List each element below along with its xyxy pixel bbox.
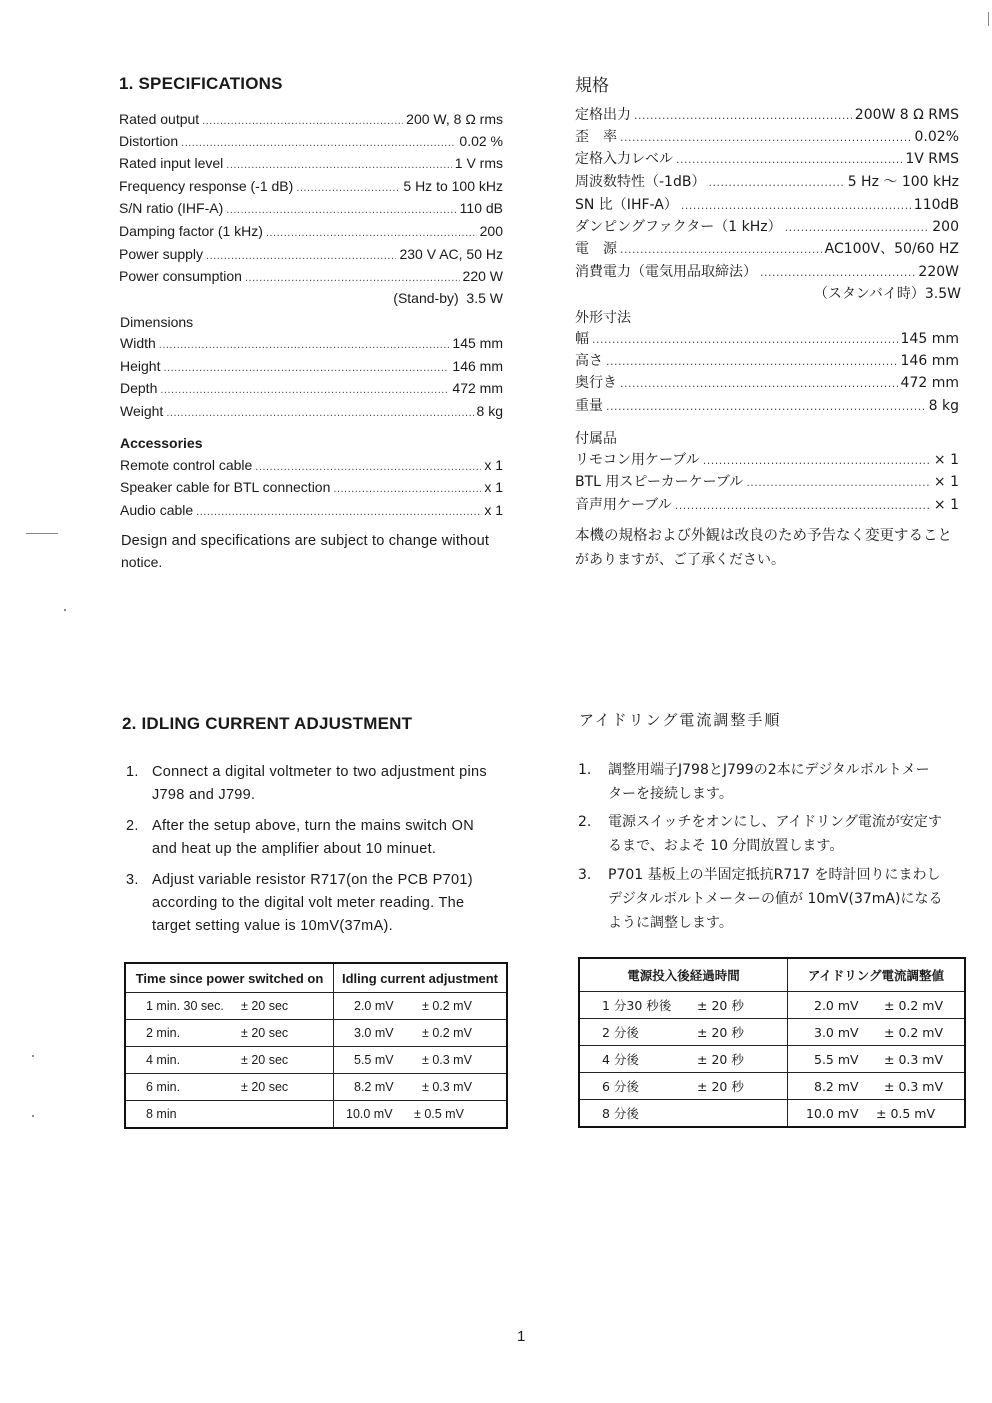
current-cell: 2.0 mV (814, 997, 859, 1013)
current-tolerance-cell: ± 0.3 mV (884, 1078, 944, 1094)
table-header-row (125, 963, 507, 993)
leader-dots (159, 336, 450, 354)
time-cell: 6 分後 (602, 1079, 639, 1094)
spec-label: Rated output (119, 111, 200, 127)
time-cell: 8 min (146, 1107, 177, 1121)
spec-label: 定格出力 (575, 107, 631, 123)
jp-dimension-row (575, 330, 959, 349)
spec-row (119, 177, 503, 197)
dimensions-heading: Dimensions (120, 314, 194, 330)
leader-dots (202, 112, 403, 130)
leader-dots (681, 197, 911, 215)
spec-label: Audio cable (120, 502, 194, 518)
current-tolerance-cell: ± 0.2 mV (884, 997, 944, 1013)
time-cell: 4 分後 (602, 1052, 639, 1067)
idling-heading: 2. IDLING CURRENT ADJUSTMENT (122, 714, 413, 733)
time-cell: 1 分30 秒後 (602, 998, 672, 1013)
step-1 (126, 761, 516, 811)
notice-line: notice. (121, 554, 163, 570)
spec-label: リモコン用ケーブル (575, 452, 700, 468)
time-cell: 2 分後 (602, 1025, 639, 1040)
step-number: 3. (126, 872, 139, 888)
leader-dots (620, 375, 898, 393)
table-row (125, 993, 507, 1020)
spec-label: Weight (120, 403, 164, 419)
table-row (125, 1074, 507, 1101)
step-number: 1. (578, 762, 592, 778)
spec-row (119, 267, 503, 287)
step-text-line: ように調整します。 (608, 915, 733, 931)
jp-accessories-heading: 付属品 (575, 431, 617, 447)
table-row (125, 1101, 507, 1129)
spec-row (119, 132, 503, 152)
spec-label: Height (120, 358, 161, 374)
table-row (579, 992, 965, 1019)
table-header-row (579, 958, 965, 992)
standby-power: (Stand-by) 3.5 W (393, 290, 503, 306)
table-row (579, 1019, 965, 1046)
spec-value: 200 (479, 223, 503, 239)
jp-idling-heading: アイドリング電流調整手順 (579, 711, 782, 729)
time-tolerance-cell: ± 20 秒 (697, 1079, 744, 1094)
leader-dots (606, 353, 898, 371)
spec-value: x 1 (484, 457, 503, 473)
jp-spec-row (575, 128, 959, 147)
current-tolerance-cell: ± 0.3 mV (884, 1051, 944, 1067)
spec-label: 高さ (575, 353, 603, 369)
step-text-line: ターを接続します。 (608, 786, 733, 802)
scan-mark-line (26, 533, 58, 534)
spec-row (119, 199, 503, 219)
leader-dots (708, 174, 844, 192)
current-tolerance-cell: ± 0.3 mV (422, 1053, 472, 1067)
spec-value: 8 kg (928, 398, 959, 414)
leader-dots (606, 398, 926, 416)
jp-step-3 (578, 863, 973, 937)
current-cell: 3.0 mV (814, 1024, 859, 1040)
leader-dots (785, 219, 930, 237)
spec-label: Speaker cable for BTL connection (120, 479, 331, 495)
table-header-time: 電源投入後経過時間 (579, 958, 788, 992)
spec-label: 重量 (575, 398, 603, 414)
table-row (125, 1047, 507, 1074)
jp-spec-row (575, 196, 959, 215)
step-text-line: target setting value is 10mV(37mA). (152, 918, 393, 934)
jp-notice-line: 本機の規格および外観は改良のため予告なく変更すること (575, 528, 952, 544)
scan-mark-tick (988, 12, 989, 26)
leader-dots (296, 179, 400, 197)
current-cell: 5.5 mV (354, 1053, 394, 1067)
leader-dots (196, 503, 481, 521)
step-number: 2. (126, 818, 139, 834)
spec-label: Remote control cable (120, 457, 253, 473)
leader-dots (255, 458, 481, 476)
jp-specifications-heading: 規格 (575, 76, 609, 96)
spec-row (119, 154, 503, 174)
spec-value: 0.02% (914, 129, 959, 145)
spec-label: Distortion (119, 133, 179, 149)
spec-value: x 1 (484, 502, 503, 518)
spec-value: AC100V、50/60 HZ (824, 241, 959, 257)
jp-idling-table (578, 957, 966, 1128)
spec-value: 220W (918, 264, 959, 280)
spec-value: 472 mm (900, 375, 959, 391)
dimension-row (120, 402, 503, 422)
spec-value: 200 (932, 219, 959, 235)
spec-label: Power supply (119, 246, 204, 262)
spec-label: 消費電力（電気用品取締法） (575, 264, 757, 280)
jp-step-2 (578, 810, 973, 860)
leader-dots (206, 247, 396, 265)
table-header-time: Time since power switched on (125, 963, 334, 993)
jp-spec-row (575, 263, 959, 282)
jp-spec-row (575, 150, 959, 169)
spec-value: 5 Hz ～ 100 kHz (847, 174, 959, 190)
jp-dimension-row (575, 352, 959, 371)
spec-value: 1 V rms (454, 155, 503, 171)
dimension-row (120, 357, 503, 377)
leader-dots (266, 224, 477, 242)
spec-label: 歪 率 (575, 129, 617, 145)
spec-label: 周波数特性（-1dB） (575, 174, 706, 190)
jp-accessory-row (575, 451, 959, 470)
step-text-line: デジタルボルトメーターの値が 10mV(37mA)になる (608, 891, 943, 907)
spec-label: SN 比（IHF-A） (575, 197, 678, 213)
jp-accessory-row (575, 473, 959, 492)
spec-label: S/N ratio (IHF-A) (119, 200, 224, 216)
jp-accessory-row (575, 496, 959, 515)
scan-mark-dot (64, 609, 66, 611)
leader-dots (592, 331, 898, 349)
step-text-line: according to the digital volt meter reading. The (152, 895, 465, 911)
current-cell: 8.2 mV (814, 1078, 859, 1094)
step-text-line: After the setup above, turn the mains switch ON (152, 818, 474, 834)
current-tolerance-cell: ± 0.5 mV (414, 1107, 464, 1121)
time-cell: 2 min. (146, 1026, 181, 1040)
idling-table (124, 962, 508, 1129)
leader-dots (746, 474, 931, 492)
time-tolerance-cell: ± 20 sec (241, 999, 289, 1013)
current-cell: 8.2 mV (354, 1080, 394, 1094)
leader-dots (675, 497, 931, 515)
accessory-row (120, 501, 503, 521)
spec-value: 110dB (913, 197, 959, 213)
spec-label: Frequency response (-1 dB) (119, 178, 294, 194)
leader-dots (333, 480, 481, 498)
spec-value: x 1 (484, 479, 503, 495)
table-row (579, 1100, 965, 1128)
specifications-heading: 1. SPECIFICATIONS (119, 74, 283, 93)
jp-spec-row (575, 173, 959, 192)
spec-label: 電 源 (575, 241, 617, 257)
time-cell: 8 分後 (602, 1106, 639, 1121)
spec-row (119, 222, 503, 242)
leader-dots (634, 107, 852, 125)
spec-value: × 1 (933, 474, 959, 490)
leader-dots (760, 264, 915, 282)
current-cell: 10.0 mV (346, 1107, 393, 1121)
leader-dots (620, 129, 912, 147)
spec-label: BTL 用スピーカーケーブル (575, 474, 744, 490)
table-header-current: Idling current adjustment (334, 963, 508, 993)
spec-value: 230 V AC, 50 Hz (399, 246, 503, 262)
current-tolerance-cell: ± 0.5 mV (876, 1105, 936, 1121)
step-number: 1. (126, 764, 139, 780)
time-tolerance-cell: ± 20 秒 (697, 1052, 744, 1067)
scan-mark-dot (32, 1115, 34, 1117)
jp-spec-row (575, 106, 959, 125)
step-text-line: るまで、およそ 10 分間放置します。 (608, 838, 844, 854)
step-text-line: P701 基板上の半固定抵抗R717 を時計回りにまわし (608, 867, 941, 883)
spec-label: ダンピングファクター（1 kHz） (575, 219, 782, 235)
leader-dots (226, 156, 451, 174)
current-tolerance-cell: ± 0.3 mV (422, 1080, 472, 1094)
jp-step-1 (578, 758, 973, 808)
spec-value: 200W 8 Ω RMS (854, 107, 959, 123)
spec-label: 音声用ケーブル (575, 497, 672, 513)
spec-value: 146 mm (900, 353, 959, 369)
step-text-line: Connect a digital voltmeter to two adjustment pins (152, 764, 487, 780)
notice-line: Design and specifications are subject to change without (121, 533, 490, 549)
spec-value: 145 mm (900, 331, 959, 347)
table-row (579, 1073, 965, 1100)
current-tolerance-cell: ± 0.2 mV (422, 999, 472, 1013)
spec-label: Depth (120, 380, 158, 396)
step-number: 3. (578, 867, 592, 883)
current-cell: 10.0 mV (806, 1105, 859, 1121)
leader-dots (676, 151, 902, 169)
current-tolerance-cell: ± 0.2 mV (422, 1026, 472, 1040)
spec-value: 5 Hz to 100 kHz (403, 178, 503, 194)
spec-value: × 1 (933, 452, 959, 468)
time-tolerance-cell: ± 20 秒 (697, 998, 744, 1013)
step-text-line: and heat up the amplifier about 10 minuet. (152, 841, 437, 857)
current-cell: 2.0 mV (354, 999, 394, 1013)
leader-dots (163, 359, 449, 377)
spec-value: 472 mm (452, 380, 503, 396)
leader-dots (160, 381, 449, 399)
time-tolerance-cell: ± 20 sec (241, 1026, 289, 1040)
step-3 (126, 869, 516, 941)
spec-value: 145 mm (452, 335, 503, 351)
jp-spec-row (575, 218, 959, 237)
current-cell: 3.0 mV (354, 1026, 394, 1040)
jp-dimensions-heading: 外形寸法 (575, 310, 631, 326)
leader-dots (181, 134, 456, 152)
spec-value: 1V RMS (905, 151, 959, 167)
leader-dots (245, 269, 460, 287)
dimension-row (120, 379, 503, 399)
leader-dots (166, 404, 473, 422)
spec-label: Damping factor (1 kHz) (119, 223, 263, 239)
table-header-current: アイドリング電流調整値 (788, 958, 966, 992)
leader-dots (620, 241, 822, 259)
spec-label: 幅 (575, 331, 589, 347)
jp-standby-power: （スタンバイ時）3.5W (813, 286, 961, 302)
spec-label: 定格入力レベル (575, 151, 673, 167)
step-text-line: Adjust variable resistor R717(on the PCB P701) (152, 872, 473, 888)
time-cell: 4 min. (146, 1053, 181, 1067)
current-tolerance-cell: ± 0.2 mV (884, 1024, 944, 1040)
spec-row (119, 245, 503, 265)
time-cell: 1 min. 30 sec. (146, 999, 224, 1013)
leader-dots (226, 201, 456, 219)
jp-dimension-row (575, 374, 959, 393)
time-tolerance-cell: ± 20 秒 (697, 1025, 744, 1040)
spec-value: 220 W (462, 268, 503, 284)
time-tolerance-cell: ± 20 sec (241, 1080, 289, 1094)
spec-label: 奥行き (575, 375, 617, 391)
accessory-row (120, 456, 503, 476)
spec-row (119, 110, 503, 130)
spec-label: Power consumption (119, 268, 242, 284)
jp-spec-row (575, 240, 959, 259)
step-text-line: 電源スイッチをオンにし、アイドリング電流が安定す (608, 814, 942, 830)
time-cell: 6 min. (146, 1080, 181, 1094)
spec-value: 200 W, 8 Ω rms (406, 111, 503, 127)
step-number: 2. (578, 814, 592, 830)
spec-label: Width (120, 335, 156, 351)
spec-label: Rated input level (119, 155, 224, 171)
scan-mark-dot (32, 1055, 34, 1057)
step-text-line: J798 and J799. (152, 787, 256, 803)
time-tolerance-cell: ± 20 sec (241, 1053, 289, 1067)
spec-value: 8 kg (476, 403, 503, 419)
step-text-line: 調整用端子J798とJ799の2本にデジタルボルトメー (608, 762, 930, 778)
leader-dots (703, 452, 931, 470)
spec-value: 0.02 % (459, 133, 503, 149)
accessory-row (120, 478, 503, 498)
step-2 (126, 815, 516, 865)
current-cell: 5.5 mV (814, 1051, 859, 1067)
jp-notice-line: がありますが、ご了承ください。 (575, 552, 785, 568)
accessories-heading: Accessories (120, 435, 203, 451)
spec-value: × 1 (933, 497, 959, 513)
dimension-row (120, 334, 503, 354)
page-number: 1 (517, 1328, 526, 1345)
spec-value: 146 mm (452, 358, 503, 374)
table-row (125, 1020, 507, 1047)
table-row (579, 1046, 965, 1073)
spec-value: 110 dB (459, 200, 503, 216)
jp-dimension-row (575, 397, 959, 416)
